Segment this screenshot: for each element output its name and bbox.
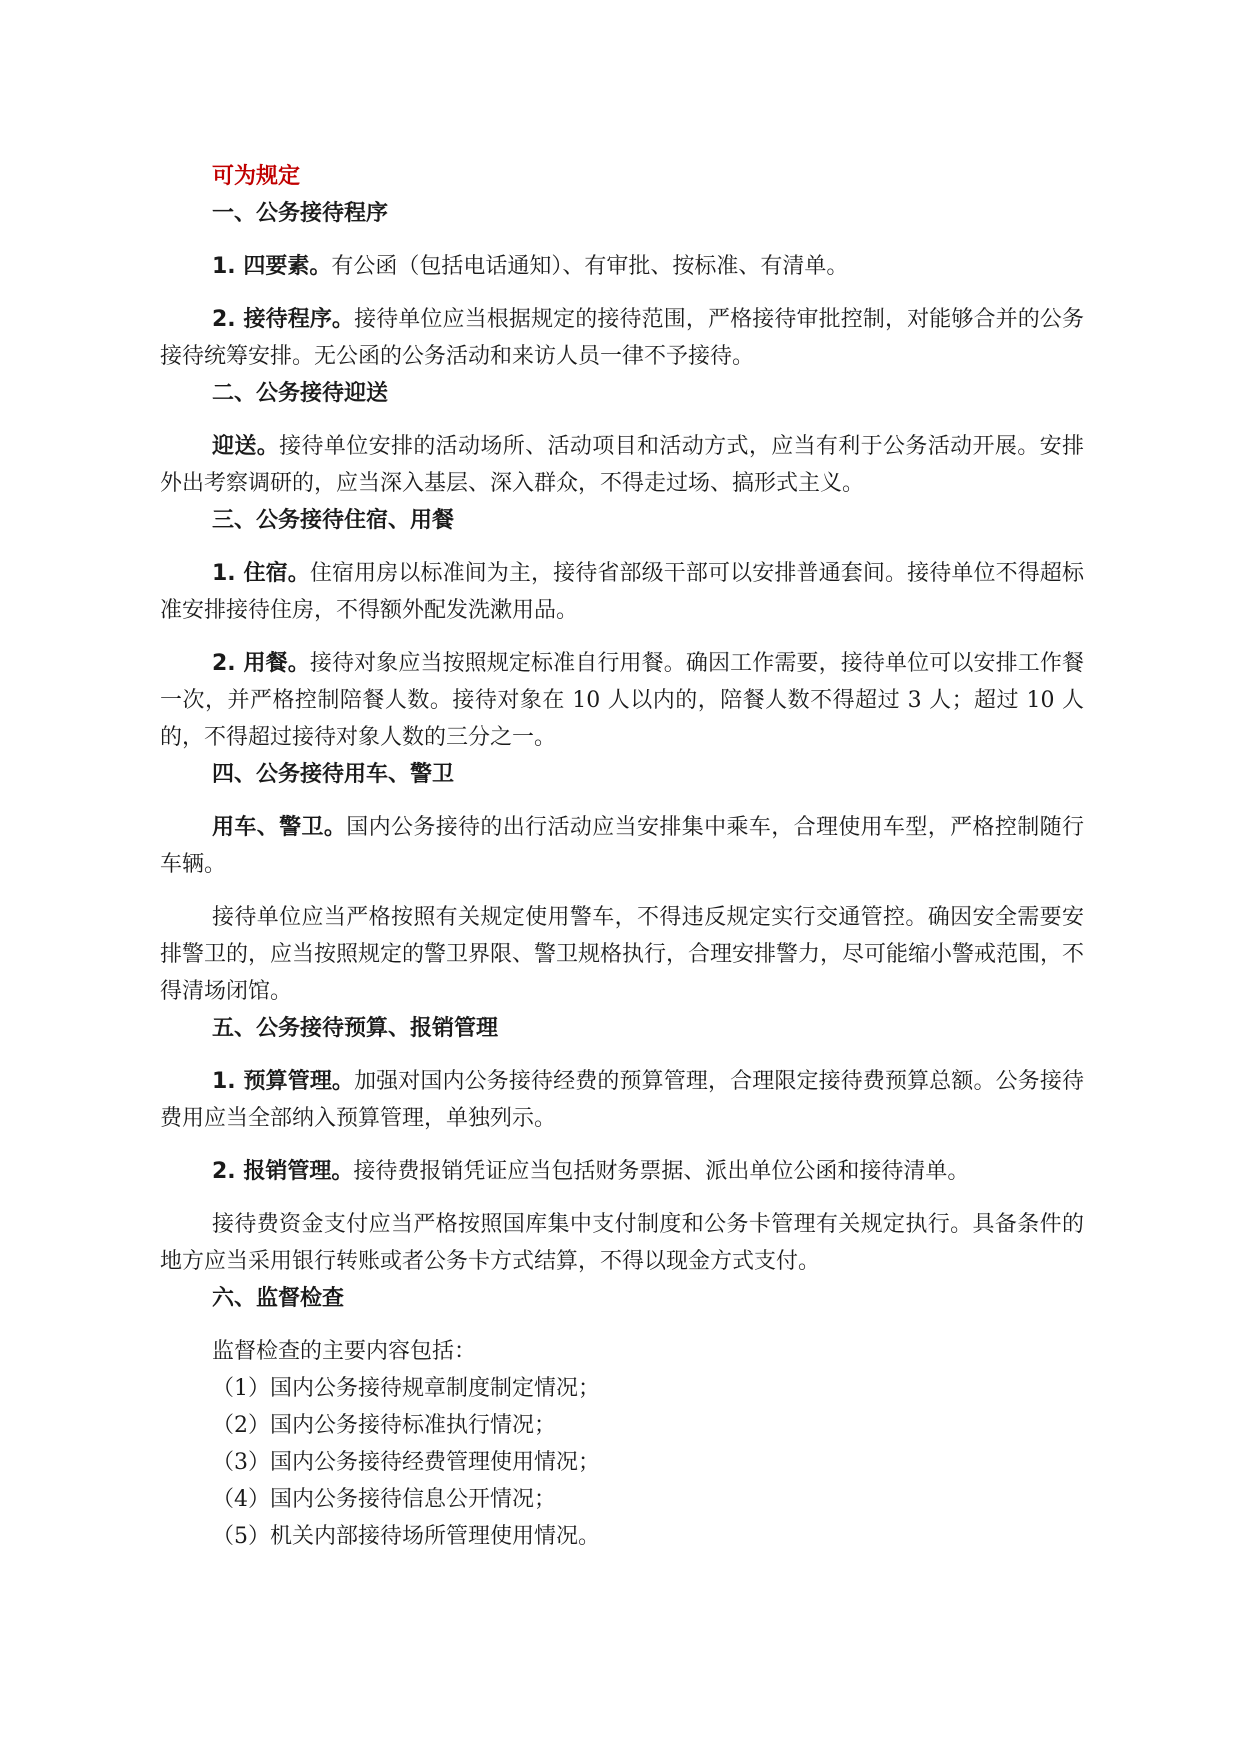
paragraph-text: 国内公务接待的出行活动应当安排集中乘车，合理使用车型，严格控制随行车辆。 xyxy=(160,815,1084,877)
paragraph xyxy=(160,809,1084,883)
paragraph-lead: 用车、警卫。 xyxy=(212,815,347,840)
paragraph xyxy=(160,1063,1084,1137)
document-title: 可为规定 xyxy=(212,164,301,189)
paragraph xyxy=(160,428,1084,502)
section-heading: 三、公务接待住宿、用餐 xyxy=(212,508,455,533)
list-item: （2）国内公务接待标准执行情况； xyxy=(212,1413,556,1438)
list-item: （3）国内公务接待经费管理使用情况； xyxy=(212,1450,600,1475)
paragraph-lead: 1. 预算管理。 xyxy=(212,1069,355,1094)
paragraph-lead: 1. 四要素。 xyxy=(212,254,332,279)
paragraph-text: 接待费报销凭证应当包括财务票据、派出单位公函和接待清单。 xyxy=(353,1159,970,1184)
paragraph xyxy=(160,1153,1084,1190)
paragraph-lead: 迎送。 xyxy=(212,434,280,459)
paragraph xyxy=(160,301,1084,375)
paragraph-text: 住宿用房以标准间为主，接待省部级干部可以安排普通套间。接待单位不得超标准安排接待住房，不得额外配发洗漱用品。 xyxy=(160,561,1084,623)
section-heading: 四、公务接待用车、警卫 xyxy=(212,762,455,787)
list-item: （1）国内公务接待规章制度制定情况； xyxy=(212,1376,600,1401)
paragraph xyxy=(160,248,1084,285)
paragraph-lead: 2. 用餐。 xyxy=(212,651,310,676)
paragraph-text: 加强对国内公务接待经费的预算管理，合理限定接待费预算总额。公务接待费用应当全部纳入预算管理，单独列示。 xyxy=(160,1069,1084,1131)
paragraph-lead: 2. 接待程序。 xyxy=(212,307,355,332)
paragraph-text: 接待对象应当按照规定标准自行用餐。确因工作需要，接待单位可以安排工作餐一次，并严格控制陪餐人数。接待对象在 10 人以内的，陪餐人数不得超过 3 人；超过 10 人的，不得超过接待对象人数的三分之一。 xyxy=(160,651,1084,750)
paragraph xyxy=(160,645,1084,756)
paragraph-lead: 2. 报销管理。 xyxy=(212,1159,354,1184)
paragraph xyxy=(160,555,1084,629)
paragraph-text: 接待单位应当根据规定的接待范围，严格接待审批控制，对能够合并的公务接待统筹安排。无公函的公务活动和来访人员一律不予接待。 xyxy=(160,307,1084,369)
paragraph-text: 接待单位安排的活动场所、活动项目和活动方式，应当有利于公务活动开展。安排外出考察调研的，应当深入基层、深入群众，不得走过场、搞形式主义。 xyxy=(160,434,1084,496)
section-heading: 二、公务接待迎送 xyxy=(212,381,389,406)
list-item: （4）国内公务接待信息公开情况； xyxy=(212,1487,556,1512)
paragraph: 监督检查的主要内容包括： xyxy=(212,1339,477,1364)
list-item: （5）机关内部接待场所管理使用情况。 xyxy=(212,1524,600,1549)
section-heading: 一、公务接待程序 xyxy=(212,201,389,226)
document-page xyxy=(160,158,1084,1555)
section-heading: 五、公务接待预算、报销管理 xyxy=(212,1016,499,1041)
paragraph: 接待费资金支付应当严格按照国库集中支付制度和公务卡管理有关规定执行。具备条件的地方应当采用银行转账或者公务卡方式结算，不得以现金方式支付。 xyxy=(160,1212,1084,1274)
paragraph-text: 有公函（包括电话通知）、有审批、按标准、有清单。 xyxy=(331,254,849,279)
paragraph: 接待单位应当严格按照有关规定使用警车，不得违反规定实行交通管控。确因安全需要安排警卫的，应当按照规定的警卫界限、警卫规格执行，合理安排警力，尽可能缩小警戒范围，不得清场闭馆。 xyxy=(160,905,1085,1004)
paragraph-lead: 1. 住宿。 xyxy=(212,561,310,586)
section-heading: 六、监督检查 xyxy=(212,1286,345,1311)
